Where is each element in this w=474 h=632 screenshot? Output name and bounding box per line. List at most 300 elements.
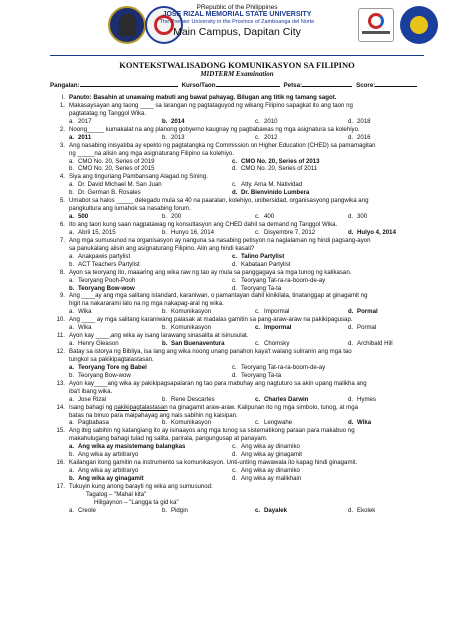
option-text: Ang wika ay arbitraryo <box>78 467 139 475</box>
option-text: San Buenaventura <box>171 340 225 348</box>
option-text: Anakpawis partylist <box>78 252 131 260</box>
option-letter: d. <box>348 506 354 514</box>
answer-option[interactable] <box>348 340 393 348</box>
answer-option[interactable] <box>255 324 291 332</box>
question-number: 1. <box>59 101 65 109</box>
option-letter: b. <box>69 371 75 379</box>
answer-option[interactable] <box>69 189 141 197</box>
option-letter: a. <box>69 324 75 332</box>
answer-option[interactable] <box>69 419 109 427</box>
question-text: sa panukalang alisin ang asignaturang Filipino. Alin ang hindi kasali? <box>69 244 255 252</box>
option-text: Ang wika ay dinamiko <box>241 443 300 451</box>
question-text: Ang mga sumusunod na organisasyon ay nanguna sa nasabing petisyon na naglalaman ng hindi pagsang-ayon <box>69 236 371 244</box>
instruction-text: Panuto: Basahin at unawaing mabuti ang bawat pahayag. Bilugan ang titik ng tamang sagot. <box>69 94 337 101</box>
question-number: 15. <box>56 427 65 435</box>
option-text: Teoryang Tore ng Babel <box>78 363 147 371</box>
question-number: 2. <box>59 125 65 133</box>
option-letter: c. <box>232 363 237 371</box>
score-label: Score: <box>356 82 376 89</box>
answer-option[interactable] <box>69 229 116 237</box>
answer-option[interactable] <box>162 396 215 404</box>
option-text: Komunikasyon <box>171 419 211 427</box>
option-letter: d. <box>348 419 354 427</box>
option-text: Henry Gleason <box>78 340 119 348</box>
option-letter: c. <box>232 467 237 475</box>
option-letter: b. <box>162 340 168 348</box>
option-text: CMO No. 20, Series of 2013 <box>241 157 320 165</box>
question-text: Isang bahagi ng pakikipagtalastasan na ginagamit araw-araw. Kalipunan ito ng mga simbolo, tunog, at mga <box>69 403 358 411</box>
answer-option[interactable] <box>69 158 155 166</box>
option-letter: d. <box>348 117 354 125</box>
option-letter: d. <box>348 324 354 332</box>
question-text: Ang ____ ay mga salitang karaniwang palasak at madalas gamitin sa pang-araw-araw na pakikipagusap. <box>69 316 353 324</box>
option-row <box>52 165 432 173</box>
option-text: 2011 <box>78 133 92 141</box>
option-text: Ang wika ay malikhain <box>241 475 302 482</box>
option-letter: b. <box>162 419 168 427</box>
answer-option[interactable] <box>348 419 371 427</box>
answer-option[interactable] <box>162 213 181 221</box>
option-letter: c. <box>232 276 237 284</box>
option-letter: b. <box>69 284 75 292</box>
option-text: Teoryang Bow-wow <box>78 371 131 379</box>
answer-option[interactable] <box>255 118 278 126</box>
question-row <box>52 483 432 491</box>
option-row <box>52 308 432 316</box>
answer-option[interactable] <box>232 451 302 459</box>
question-number: 9. <box>59 292 65 300</box>
option-letter: c. <box>255 133 260 141</box>
option-letter: d. <box>232 189 238 197</box>
question-row <box>52 459 432 467</box>
answer-option[interactable] <box>69 372 131 380</box>
option-text: Kabataan Partylist <box>241 260 291 268</box>
question-number: 3. <box>59 141 65 149</box>
question-row <box>52 292 432 300</box>
option-letter: c. <box>232 181 237 189</box>
question-text: Ito ang taon kung saan nagpatawag ng konsultasyon ang CHED dahil sa demand ng Tanggol Wika. <box>69 221 338 228</box>
option-text: CMO No. 20, Series of 2015 <box>78 165 155 173</box>
option-text: Charles Darwin <box>264 395 309 403</box>
question-number: 8. <box>59 268 65 276</box>
name-field[interactable] <box>80 80 178 87</box>
option-letter: c. <box>232 252 238 260</box>
option-letter: d. <box>232 260 238 268</box>
campus-name: Main Campus, Dapitan City <box>173 26 301 38</box>
question-continuation <box>52 412 432 420</box>
option-letter: a. <box>69 340 75 348</box>
question-text: iba't ibang wika. <box>69 387 113 395</box>
answer-option[interactable] <box>348 118 371 126</box>
option-text: Dr. German B. Rosales <box>78 189 141 197</box>
question-number: 17. <box>56 482 65 490</box>
option-letter: a. <box>69 228 75 236</box>
option-letter: b. <box>162 228 168 236</box>
option-letter: a. <box>69 443 75 451</box>
answer-option[interactable] <box>69 396 106 404</box>
answer-option[interactable] <box>69 213 88 221</box>
option-row <box>52 134 432 142</box>
option-letter: b. <box>69 451 75 459</box>
answer-option[interactable] <box>348 134 371 142</box>
option-letter: c. <box>255 213 260 221</box>
option-text: Talino Partylist <box>241 252 285 260</box>
exam-title: KONTEKSTWALISADONG KOMUNIKASYON SA FILIPINO <box>119 60 355 70</box>
question-number: 11. <box>56 332 65 340</box>
option-text: Creole <box>78 506 96 514</box>
answer-option[interactable] <box>69 285 135 293</box>
option-letter: c. <box>255 117 260 125</box>
question-text: ng _____na alisin ang mga asignaturang Filipino sa kolehiyo. <box>69 149 234 157</box>
answer-option[interactable] <box>69 340 119 348</box>
answer-option[interactable] <box>69 165 155 173</box>
option-text: 200 <box>171 213 182 221</box>
question-row <box>52 102 432 110</box>
option-text: Wika <box>78 308 92 316</box>
answer-option[interactable] <box>69 261 140 269</box>
option-letter: b. <box>69 475 75 482</box>
option-text: Wika <box>357 419 372 427</box>
answer-option[interactable] <box>162 340 225 348</box>
option-letter: b. <box>162 117 168 125</box>
option-text: Teoryang Tat-ra-ra-boom-de-ay <box>241 276 326 284</box>
option-text: Ekolek <box>357 506 376 514</box>
option-letter: a. <box>69 117 75 125</box>
question-continuation <box>52 356 432 364</box>
option-letter: a. <box>69 157 75 165</box>
answer-option[interactable] <box>232 158 320 166</box>
answer-option[interactable] <box>232 253 284 261</box>
option-letter: a. <box>69 276 75 284</box>
option-letter: c. <box>255 419 260 427</box>
name-label: Pangalan: <box>50 82 80 89</box>
option-letter: c. <box>255 395 261 403</box>
question-text: Siya ang tinguriang Pambansang Alagad ng Sining. <box>69 173 208 181</box>
option-text: Disyembre 7, 2012 <box>264 228 316 236</box>
question-continuation <box>52 205 432 213</box>
course-field[interactable] <box>216 80 280 87</box>
answer-option[interactable] <box>232 443 300 451</box>
question-text: Batay sa istorya ng Bibliya, isa lang ang wika noong unang panahon kaya't walang suliranin ang mga tao <box>69 348 352 355</box>
question-row <box>52 316 432 324</box>
option-row <box>52 181 432 189</box>
option-text: Hymes <box>357 395 376 403</box>
option-text: Archibald Hill <box>357 340 393 348</box>
answer-option[interactable] <box>162 134 185 142</box>
option-row <box>52 419 432 427</box>
option-letter: b. <box>162 213 168 221</box>
question-text: pagtatatag ng Tanggol Wika. <box>69 109 147 117</box>
option-text: 2016 <box>357 133 371 141</box>
answer-option[interactable] <box>232 165 317 173</box>
question-row <box>52 126 432 134</box>
option-letter: d. <box>348 213 354 221</box>
instruction-number: I. <box>61 94 65 101</box>
answer-option[interactable] <box>69 277 135 285</box>
answer-option[interactable] <box>348 396 376 404</box>
answer-option[interactable] <box>69 253 130 261</box>
question-text: Makasaysayan ang taong ____ sa larangan ng pagtataguyod ng wikang Filipino sapagkat ito ang taon ng <box>69 101 353 109</box>
option-letter: a. <box>69 395 75 403</box>
question-text: Kailangan itong gamitin na instrumento sa komunikasyon. Unti-unting mawawala ito kapag hindi ginagamit. <box>69 459 358 467</box>
option-text: Hulyo 4, 2014 <box>357 228 396 236</box>
option-letter: b. <box>162 308 168 316</box>
instruction-row <box>52 94 432 102</box>
answer-option[interactable] <box>232 261 290 269</box>
option-letter: b. <box>69 260 75 268</box>
question-text: Ayon kay____ang wika ay pakikipagsapalaran ng tao para mabuhay ang nagtuturo sa akin upang malikha ang <box>69 379 367 387</box>
answer-option[interactable] <box>69 364 147 372</box>
question-row <box>52 269 432 277</box>
option-text: Chomsky <box>264 340 290 348</box>
question-number: 12. <box>56 348 65 355</box>
option-letter: d. <box>348 340 354 348</box>
question-number: 13. <box>56 379 65 387</box>
option-text: Abril 15, 2015 <box>78 228 116 236</box>
question-text: pangkultura ang lumahok sa nasabing forum. <box>69 205 191 213</box>
question-text: tungkol sa pakikipagtalastasan. <box>69 355 154 363</box>
question-text: Ayon kay ____,ang wika ay isang larawang sinasalita at isinusulat. <box>69 332 249 340</box>
answer-option[interactable] <box>348 213 367 221</box>
option-letter: a. <box>69 181 75 189</box>
option-letter: a. <box>69 133 75 141</box>
question-text: Tukuyin kung anong barayti ng wika ang sumusunod: <box>69 482 213 490</box>
option-letter: b. <box>162 133 168 141</box>
sample-text: Tagalog – "Mahal kita" <box>86 490 147 498</box>
option-letter: c. <box>232 157 238 165</box>
answer-option[interactable] <box>232 364 325 372</box>
answer-option[interactable] <box>232 467 300 475</box>
option-letter: d. <box>232 284 238 292</box>
option-row <box>52 261 432 269</box>
question-continuation <box>52 245 432 253</box>
option-text: ACT Teachers Partylist <box>78 260 140 268</box>
option-letter: a. <box>69 252 75 260</box>
answer-option[interactable] <box>348 229 396 237</box>
option-text: 2018 <box>357 117 371 125</box>
university-header <box>0 0 474 60</box>
option-letter: a. <box>69 213 75 221</box>
question-row <box>52 237 432 245</box>
question-row <box>52 221 432 229</box>
option-row <box>52 475 432 483</box>
question-number: 7. <box>59 236 65 244</box>
course-label: Kurso/Taon <box>181 82 216 89</box>
option-text: Hunyo 16, 2014 <box>171 228 215 236</box>
answer-option[interactable] <box>162 419 211 427</box>
option-row <box>52 340 432 348</box>
option-row <box>52 158 432 166</box>
option-letter: c. <box>255 308 260 316</box>
certification-badge-icon <box>358 8 394 42</box>
question-row <box>52 348 432 356</box>
exam-subtitle: MIDTERM Examination <box>200 70 274 78</box>
sample-text: Hiligaynon – "Langga ta gid ka" <box>94 498 179 506</box>
question-text: Ang ibig sabihin ng katangiang ito ay isinaayos ang mga tunog sa sistematikong paraan para makabuo ng <box>69 427 355 435</box>
question-text: higit na nakararami lalo na ng mga nakapag-aral ng wika. <box>69 300 224 308</box>
option-row <box>52 253 432 261</box>
option-row <box>52 277 432 285</box>
option-text: Dr. Bienvinido Lumbera <box>241 189 310 197</box>
answer-option[interactable] <box>69 181 162 189</box>
option-text: Pormal <box>357 324 377 332</box>
answer-option[interactable] <box>232 181 302 189</box>
answer-option[interactable] <box>255 396 308 404</box>
answer-option[interactable] <box>255 340 289 348</box>
question-number: 4. <box>59 173 65 181</box>
option-text: Dayalek <box>264 506 288 514</box>
score-field[interactable] <box>375 80 417 87</box>
option-letter: c. <box>255 228 260 236</box>
answer-option[interactable] <box>69 475 144 483</box>
option-row <box>52 285 432 293</box>
option-text: Pagbabasa <box>78 419 109 427</box>
option-row <box>52 213 432 221</box>
sample-row <box>52 499 432 507</box>
answer-option[interactable] <box>255 507 287 515</box>
answer-option[interactable] <box>232 189 309 197</box>
question-text: batas na binuo para maipahayag ang nais sabihin ng kaisipan. <box>69 411 238 419</box>
university-tagline: The Premier University in the Province of Zamboanga del Norte <box>159 19 315 25</box>
answer-option[interactable] <box>162 229 214 237</box>
question-number: 10. <box>56 316 65 324</box>
answer-option[interactable] <box>255 134 278 142</box>
answer-option[interactable] <box>348 507 375 515</box>
option-text: Impormal <box>264 324 292 332</box>
option-text: Teoryang Tat-ra-ra-boom-de-ay <box>241 363 326 371</box>
option-text: 2014 <box>171 117 185 125</box>
answer-option[interactable] <box>162 507 188 515</box>
option-letter: c. <box>255 506 261 514</box>
answer-option[interactable] <box>232 475 301 483</box>
answer-option[interactable] <box>69 451 138 459</box>
question-row <box>52 404 432 412</box>
question-number: 16. <box>56 459 65 467</box>
answer-option[interactable] <box>255 308 289 316</box>
answer-option[interactable] <box>162 118 185 126</box>
option-letter: b. <box>69 165 75 173</box>
option-letter: b. <box>69 189 75 197</box>
option-letter: d. <box>232 451 238 459</box>
option-text: Pidgin <box>171 506 188 514</box>
question-text: Ayon sa teoryang ito, maaaring ang wika raw ng tao ay mula sa panggagaya sa mga tunog ng kalikasan. <box>69 268 352 276</box>
answer-option[interactable] <box>69 118 92 126</box>
option-text: Jose Rizal <box>78 395 107 403</box>
question-text: Ang ____ay ang mga salitang istandard, karaniwan, o pamantayan dahil kinikilala, tinatanggap at ginagamit ng <box>69 292 368 300</box>
answer-option[interactable] <box>348 324 376 332</box>
question-text: Umabot sa halos _____ delegado mula sa 40 na paaralan, kolehiyo, unibersidad, organisasyong pangwika ang <box>69 197 369 205</box>
header-divider <box>50 55 424 56</box>
option-row <box>52 118 432 126</box>
option-letter: b. <box>162 506 168 514</box>
question-number: 6. <box>59 221 65 228</box>
answer-option[interactable] <box>69 507 96 515</box>
option-text: 400 <box>264 213 275 221</box>
option-row <box>52 364 432 372</box>
option-text: Impormal <box>264 308 290 316</box>
option-text: Teoryang Bow-wow <box>78 284 135 292</box>
answer-option[interactable] <box>232 277 325 285</box>
option-text: Komunikasyon <box>171 308 211 316</box>
answer-option[interactable] <box>69 134 91 142</box>
option-text: Ang wika ay dinamiko <box>241 467 300 475</box>
option-letter: a. <box>69 308 75 316</box>
answer-option[interactable] <box>348 308 378 316</box>
option-row <box>52 467 432 475</box>
option-letter: b. <box>162 324 168 332</box>
question-continuation <box>52 150 432 158</box>
date-field[interactable] <box>302 80 352 87</box>
option-row <box>52 229 432 237</box>
option-text: Pormal <box>357 308 378 316</box>
option-text: CMO No. 20, Series of 2011 <box>241 165 318 173</box>
question-row <box>52 380 432 388</box>
question-row <box>52 142 432 150</box>
answer-option[interactable] <box>69 467 138 475</box>
option-text: Teoryang Pooh-Pooh <box>78 276 136 284</box>
answer-option[interactable] <box>255 419 292 427</box>
option-letter: d. <box>348 308 354 316</box>
option-row <box>52 372 432 380</box>
answer-option[interactable] <box>255 229 315 237</box>
option-text: 2017 <box>78 117 92 125</box>
answer-option[interactable] <box>232 285 281 293</box>
option-row <box>52 507 432 515</box>
question-list <box>52 94 432 515</box>
question-continuation <box>52 110 432 118</box>
answer-option[interactable] <box>69 324 92 332</box>
question-continuation <box>52 435 432 443</box>
question-number: 14. <box>56 403 65 411</box>
option-text: 2012 <box>264 133 278 141</box>
answer-option[interactable] <box>255 213 274 221</box>
option-text: Ang wika ay ginagamit <box>78 475 144 482</box>
option-text: Atty. Ama M. Natividad <box>241 181 303 189</box>
option-row <box>52 396 432 404</box>
option-letter: a. <box>69 419 75 427</box>
answer-option[interactable] <box>69 443 185 451</box>
option-row <box>52 324 432 332</box>
option-text: Lengwahe <box>264 419 293 427</box>
option-text: Ang wika ay masistemang balangkas <box>78 443 186 451</box>
answer-option[interactable] <box>162 324 211 332</box>
question-row <box>52 332 432 340</box>
option-letter: a. <box>69 506 75 514</box>
date-label: Petsa: <box>283 82 303 89</box>
option-text: Ang wika ay arbitraryo <box>78 451 139 459</box>
option-text: Rene Descartes <box>171 395 215 403</box>
option-text: Komunikasyon <box>171 324 211 332</box>
option-letter: d. <box>348 395 354 403</box>
option-letter: c. <box>255 340 260 348</box>
sample-row <box>52 491 432 499</box>
answer-option[interactable] <box>69 308 92 316</box>
answer-option[interactable] <box>162 308 211 316</box>
question-row <box>52 427 432 435</box>
question-number: 5. <box>59 197 65 205</box>
option-letter: a. <box>69 363 75 371</box>
student-info-line <box>50 80 424 89</box>
option-text: Teoryang Ta-ta <box>241 371 282 379</box>
answer-option[interactable] <box>232 372 281 380</box>
question-row <box>52 197 432 205</box>
question-text: Noong_____ kumakalat na ang planong gobyerno kaugnay ng pagbabawas ng mga asignatura sa kolehiyo. <box>69 125 360 133</box>
question-row <box>52 173 432 181</box>
university-name: JOSE RIZAL MEMORIAL STATE UNIVERSITY <box>162 11 312 18</box>
question-text: makahulugang bahagi tulad ng salita, parirala, pangungusap at panayam. <box>69 435 268 443</box>
option-text: 300 <box>357 213 368 221</box>
option-row <box>52 443 432 451</box>
